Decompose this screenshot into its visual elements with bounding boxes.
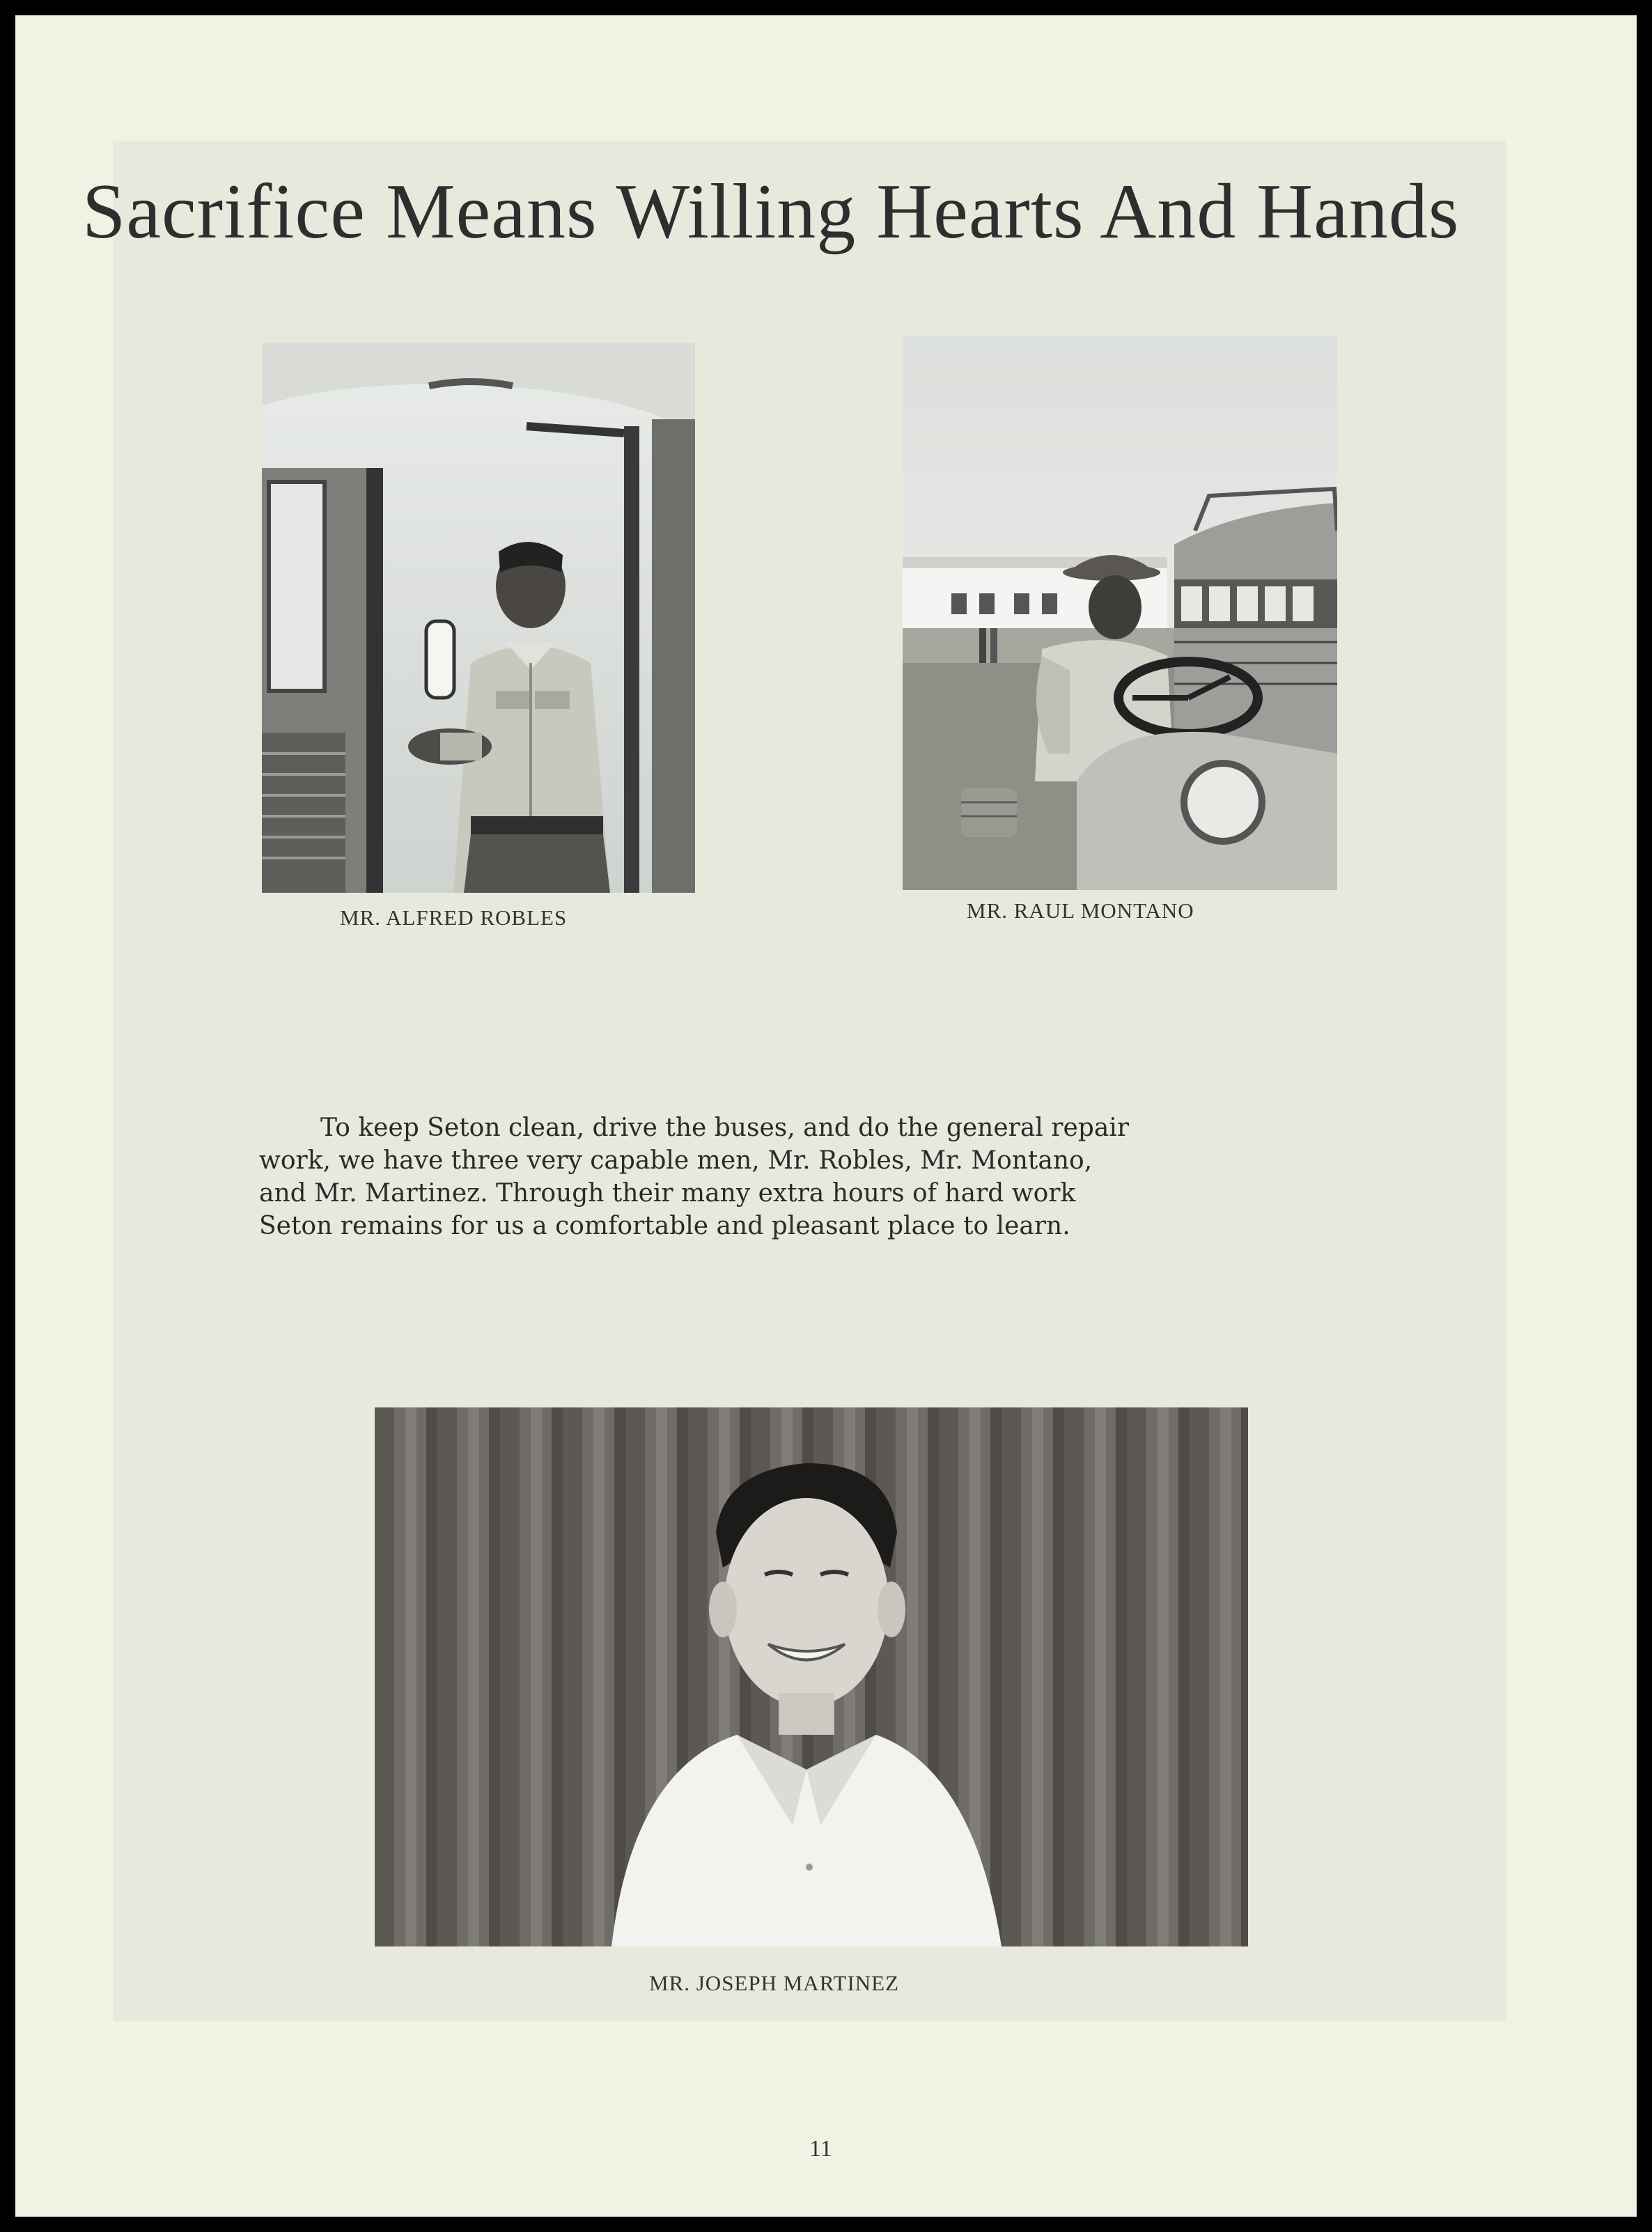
body-line: and Mr. Martinez. Through their many extra hours of hard work	[259, 1179, 1076, 1208]
yearbook-page	[15, 15, 1637, 2217]
caption-alfred-robles: MR. ALFRED ROBLES	[340, 905, 568, 930]
page-title: Sacrifice Means Willing Hearts And Hands	[82, 169, 1460, 255]
body-line: work, we have three very capable men, Mr. Robles, Mr. Montano,	[259, 1146, 1093, 1175]
photo-raul-montano	[903, 336, 1337, 890]
photo-alfred-robles	[262, 343, 695, 893]
body-line: To keep Seton clean, drive the buses, and do the general repair	[320, 1114, 1130, 1142]
page-number: 11	[809, 2136, 832, 2162]
photo-joseph-martinez	[375, 1407, 1248, 1946]
body-paragraph	[259, 1111, 1373, 1242]
body-line: Seton remains for us a comfortable and pleasant place to learn.	[259, 1212, 1070, 1240]
caption-raul-montano: MR. RAUL MONTANO	[967, 898, 1194, 923]
caption-joseph-martinez: MR. JOSEPH MARTINEZ	[649, 1971, 900, 1995]
